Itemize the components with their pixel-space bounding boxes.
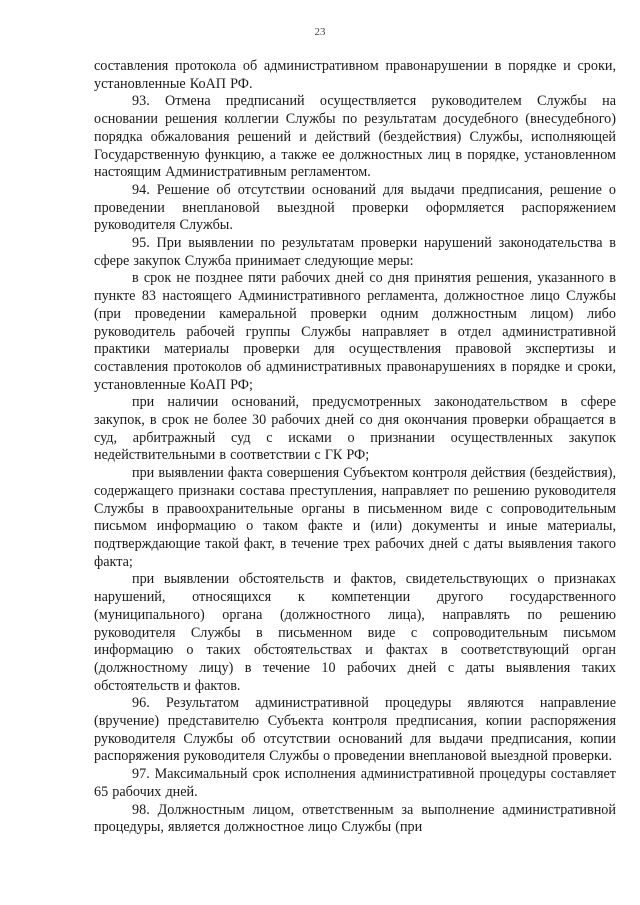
paragraph-93: 93. Отмена предписаний осуществляется руководителем Службы на основании решения коллегии Службы по результатам досудебного (внесудебного) порядка обжалования решений и действий (бездействия) Службы, исполняющей Государственную функцию, а также ее должностных лиц в порядке, установленном настоящим Административным регламентом. — [94, 93, 616, 181]
measure-item-4: при выявлении обстоятельств и фактов, свидетельствующих о признаках нарушений, относящихся к компетенции другого государственного (муниципального) органа (должностного лица), направлять по решению руководителя Службы в письменном виде с сопроводительным письмом информацию о таких обстоятельствах и фактах в соответствующий орган (должностному лицу) в течение 10 рабочих дней с даты выявления таких обстоятельств и фактов. — [94, 571, 616, 694]
page-body — [94, 58, 616, 837]
paragraph-97: 97. Максимальный срок исполнения административной процедуры составляет 65 рабочих дней. — [94, 766, 616, 800]
paragraph-96: 96. Результатом административной процедуры являются направление (вручение) представителю Субъекта контроля предписания, копии распоряжения руководителя Службы об отсутствии оснований для выдачи предписания, копии распоряжения руководителя Службы о проведении внеплановой выездной проверки. — [94, 695, 616, 765]
paragraph-continuation: составления протокола об административном правонарушении в порядке и сроки, установленные КоАП РФ. — [94, 58, 616, 92]
paragraph-95: 95. При выявлении по результатам проверки нарушений законодательства в сфере закупок Служба принимает следующие меры: — [94, 235, 616, 269]
measure-item-1: в срок не позднее пяти рабочих дней со дня принятия решения, указанного в пункте 83 настоящего Административного регламента, должностное лицо Службы (при проведении камеральной проверки одним должностным лицом) либо руководитель рабочей группы Службы направляет в отдел административной практики материалы проверки для осуществления правовой экспертизы и составления протоколов об административных правонарушениях в порядке и сроки, установленные КоАП РФ; — [94, 270, 616, 393]
measure-item-3: при выявлении факта совершения Субъектом контроля действия (бездействия), содержащего признаки состава преступления, направляет по решению руководителя Службы в правоохранительные органы в письменном виде с сопроводительным письмом информацию о таком факте и (или) документы и иные материалы, подтверждающие такой факт, в течение трех рабочих дней с даты выявления такого факта; — [94, 465, 616, 570]
page-number: 23 — [314, 26, 326, 38]
measure-item-2: при наличии оснований, предусмотренных законодательством в сфере закупок, в срок не более 30 рабочих дней со дня окончания проверки обращается в суд, арбитражный суд с исками о признании осуществленных закупок недействительными в соответствии с ГК РФ; — [94, 394, 616, 464]
paragraph-98: 98. Должностным лицом, ответственным за выполнение административной процедуры, является должностное лицо Службы (при — [94, 801, 616, 836]
paragraph-94: 94. Решение об отсутствии оснований для выдачи предписания, решение о проведении внеплановой выездной проверки оформляется распоряжением руководителя Службы. — [94, 181, 616, 234]
